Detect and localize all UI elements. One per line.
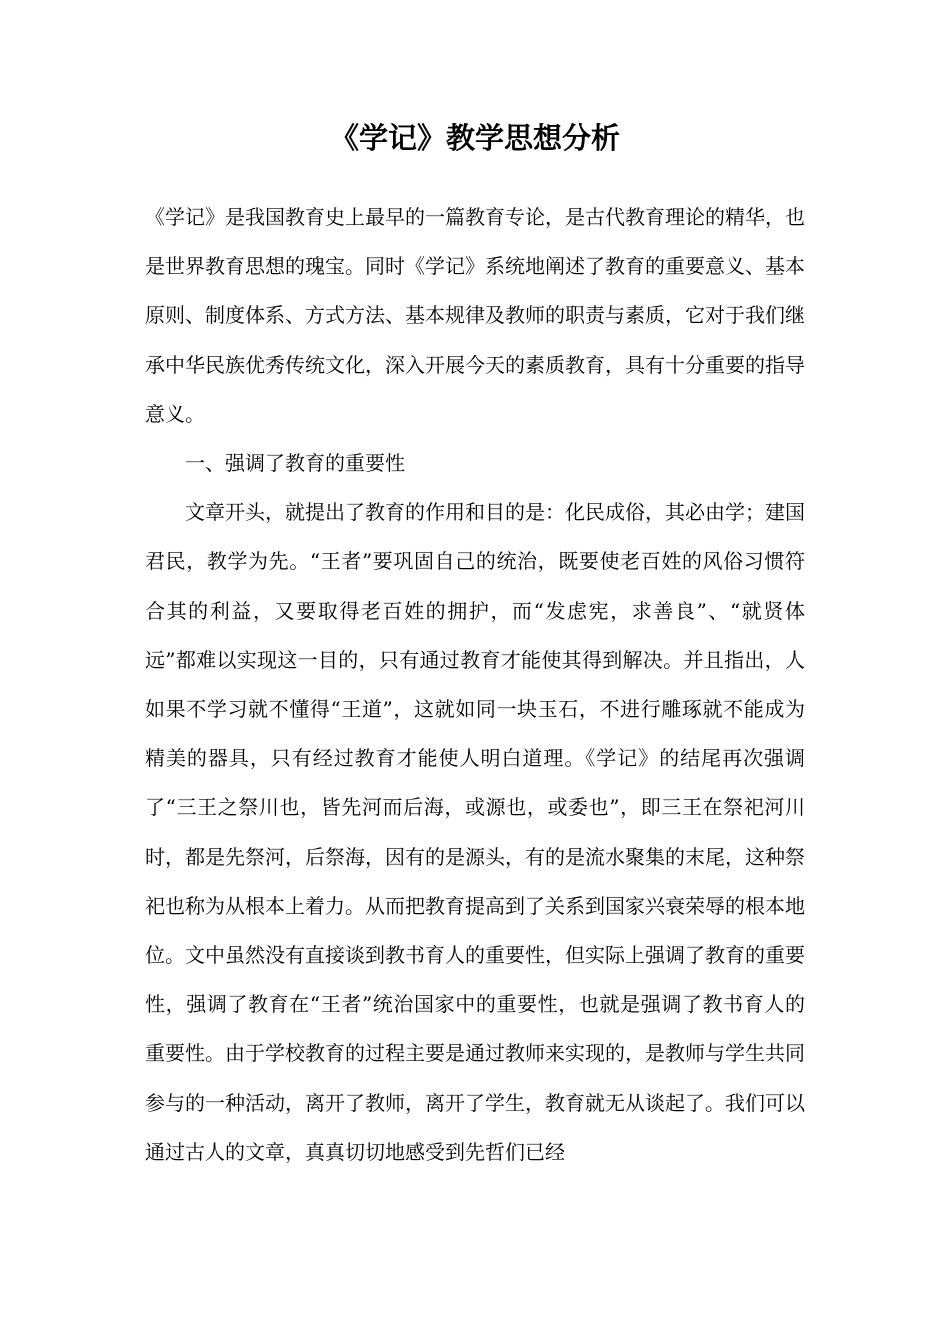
- document-title: 《学记》教学思想分析: [329, 121, 620, 155]
- section-heading: 一、强调了教育的重要性: [185, 451, 405, 476]
- body-paragraph: 文章开头，就提出了教育的作用和目的是：化民成俗，其必由学；建国君民，教学为先。“王者”要巩固自己的统治，既要使老百姓的风俗习惯符合其的利益，又要取得老百姓的拥护，而“发虑宪，求善良”、“就贤体远”都难以实现这一目的，只有通过教育才能使其得到解决。并且指出，人如果不学习就不懂得“王道”，这就如同一块玉石，不进行雕琢就不能成为精美的器具，只有经过教育才能使人明白道理。《学记》的结尾再次强调了“三王之祭川也，皆先河而后海，或源也，或委也”，即三王在祭祀河川时，都是先祭河，后祭海，因有的是源头，有的是流水聚集的末尾，这种祭祀也称为从根本上着力。从而把教育提高到了关系到国家兴衰荣辱的根本地位。文中虽然没有直接谈到教书育人的重要性，但实际上强调了教育的重要性，强调了教育在“王者”统治国家中的重要性，也就是强调了教书育人的重要性。由于学校教育的过程主要是通过教师来实现的，是教师与学生共同参与的一种活动，离开了教师，离开了学生，教育就无从谈起了。我们可以通过古人的文章，真真切切地感受到先哲们已经: [145, 500, 805, 1164]
- intro-paragraph: 《学记》是我国教育史上最早的一篇教育专论，是古代教育理论的精华，也是世界教育思想的瑰宝。同时《学记》系统地阐述了教育的重要意义、基本原则、制度体系、方式方法、基本规律及教师的职责与素质，它对于我们继承中华民族优秀传统文化，深入开展今天的素质教育，具有十分重要的指导意义。: [145, 205, 805, 426]
- document-body: [145, 193, 805, 1177]
